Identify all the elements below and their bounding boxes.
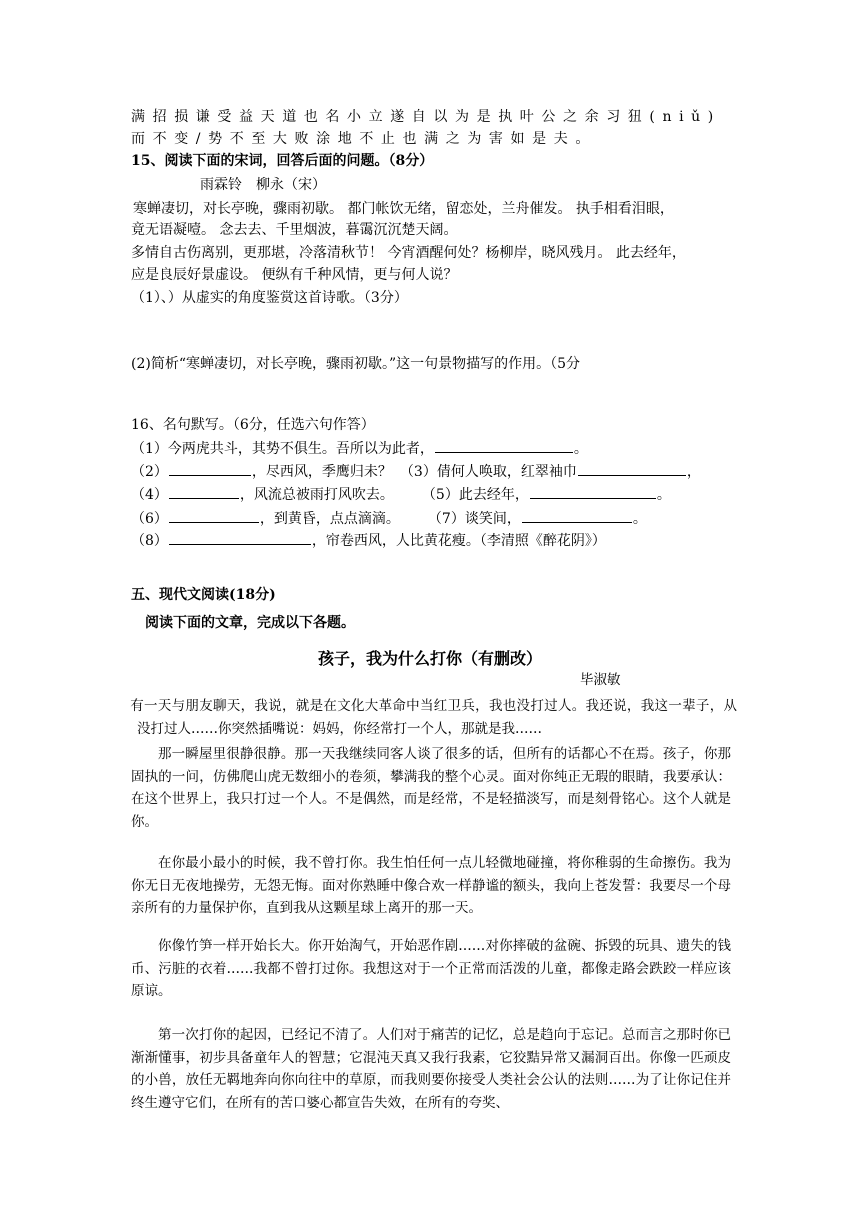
recite-row-6-7	[131, 509, 647, 529]
answer-blank-3[interactable]	[578, 462, 686, 476]
recite-item-4-label: （4）	[131, 487, 168, 503]
poem-line-4: 应是良辰好景虚设。 便纵有千种风情，更与何人说？	[131, 267, 458, 283]
recite-item-1	[131, 439, 588, 459]
recite-item-5-end: 。	[656, 487, 671, 503]
answer-blank-5[interactable]	[530, 485, 656, 499]
article-author: 毕淑敏	[580, 672, 621, 688]
poem-line-3: 多情自古伤离别，更那堪，冷落清秋节！ 今宵酒醒何处？杨柳岸，晓风残月。 此去经年，	[131, 245, 686, 261]
recite-item-1-text: （1）今两虎共斗，其势不俱生。吾所以为此者，	[131, 441, 434, 457]
recite-row-4-5	[131, 485, 671, 505]
reading-instruction: 阅读下面的文章，完成以下各题。	[145, 615, 355, 631]
article-title: 孩子，我为什么打你（有删改）	[317, 649, 542, 668]
recite-item-4-text: ，风流总被雨打风吹去。	[239, 487, 394, 503]
article-paragraph-3	[131, 852, 731, 920]
classical-text-line-1: 满招损谦受益天道也名小立遂自以为是执叶公之余习狃(niǔ)	[131, 109, 721, 125]
recite-item-2-text: ，尽西风，季鹰归未？	[251, 464, 392, 480]
answer-blank-6[interactable]	[169, 509, 259, 523]
answer-blank-7[interactable]	[522, 509, 632, 523]
recite-item-6-label: （6）	[131, 511, 168, 527]
classical-text-line-2: 而不变/势不至大败涂地不止也满之为害如是夫。	[131, 131, 597, 147]
recite-item-3-end: ，	[686, 464, 701, 480]
question-16-heading: 16、名句默写。（6分，任选六句作答）	[131, 417, 375, 433]
article-paragraph-5-text: 第一次打你的起因，已经记不清了。人们对于痛苦的记忆，总是趋向于忘记。总而言之那时你已渐渐懂事，初步具备童年人的智慧；它混沌天真又我行我素，它狡黠异常又漏洞百出。你像一匹顽皮的小兽，放任无羁地奔向你向往中的草原，而我则要你接受人类社会公认的法则……为了让你记住并终生遵守它们，在所有的苦口婆心都宣告失效，在所有的夸奖、	[131, 1027, 731, 1111]
recite-item-8	[131, 531, 606, 551]
section-5-heading: 五、现代文阅读(18分)	[131, 587, 276, 603]
article-paragraph-2-text: 那一瞬屋里很静很静。那一天我继续同客人谈了很多的话，但所有的话都心不在焉。孩子，你那固执的一问，仿佛爬山虎无数细小的卷须，攀满我的整个心灵。面对你纯正无瑕的眼睛，我要承认：在这个世界上，我只打过一个人。不是偶然，而是经常，不是轻描淡写，而是刻骨铭心。这个人就是你。	[131, 746, 731, 830]
answer-blank-2[interactable]	[169, 462, 251, 476]
recite-row-2-3	[131, 462, 701, 482]
recite-item-3-text: （3）倩何人唤取，红翠袖巾	[399, 464, 577, 480]
recite-item-6-text: ，到黄昏，点点滴滴。	[259, 511, 400, 527]
poem-line-1: 寒蝉凄切，对长亭晚，骤雨初歇。 都门帐饮无绪，留恋处，兰舟催发。 执手相看泪眼，	[133, 201, 674, 217]
recite-item-8-text: ，帘卷西风，人比黄花瘦。（李清照《醉花阴》）	[311, 533, 606, 549]
article-paragraph-1	[131, 695, 737, 740]
article-paragraph-2	[131, 743, 731, 833]
article-paragraph-5	[131, 1024, 731, 1114]
recite-item-8-label: （8）	[131, 533, 168, 549]
recite-item-2-label: （2）	[131, 464, 168, 480]
poem-line-2: 竟无语凝噎。 念去去、千里烟波，暮霭沉沉楚天阔。	[131, 222, 458, 238]
article-paragraph-3-text: 在你最小最小的时候，我不曾打你。我生怕任何一点儿轻微地碰撞，将你稚弱的生命擦伤。我为你无日无夜地操劳，无怨无悔。面对你熟睡中像合欢一样静谧的额头，我向上苍发誓：我要尽一个母亲所有的力量保护你，直到我从这颗星球上离开的那一天。	[131, 855, 731, 917]
article-paragraph-4	[131, 935, 731, 1003]
article-paragraph-4-text: 你像竹笋一样开始长大。你开始淘气，开始恶作剧……对你摔破的盆碗、拆毁的玩具、遗失的钱币、污脏的衣着……我都不曾打过你。我想这对于一个正常而活泼的儿童，都像走路会跌跤一样应该原谅。	[131, 938, 731, 1000]
poem-title: 雨霖铃 柳永（宋）	[200, 177, 326, 193]
recite-item-7-end: 。	[632, 511, 647, 527]
answer-blank-8[interactable]	[169, 531, 311, 545]
answer-blank-1[interactable]	[435, 439, 573, 453]
recite-item-7-text: （7）谈笑间，	[427, 511, 521, 527]
question-15-sub-1: （1）、）从虚实的角度鉴赏这首诗歌。（3分）	[131, 290, 408, 306]
recite-item-1-end: 。	[573, 441, 588, 457]
article-paragraph-1-text: 有一天与朋友聊天，我说，就是在文化大革命中当红卫兵，我也没打过人。我还说，我这一辈子，从没打过人……你突然插嘴说：妈妈，你经常打一个人，那就是我……	[130, 698, 737, 737]
question-15-heading: 15、阅读下面的宋词，回答后面的问题。（8分）	[131, 153, 434, 169]
answer-blank-4[interactable]	[169, 485, 239, 499]
question-15-sub-2: (2)简析“寒蝉凄切，对长亭晚，骤雨初歇。”这一句景物描写的作用。（5分	[131, 356, 581, 372]
recite-item-5-text: （5）此去经年，	[421, 487, 529, 503]
